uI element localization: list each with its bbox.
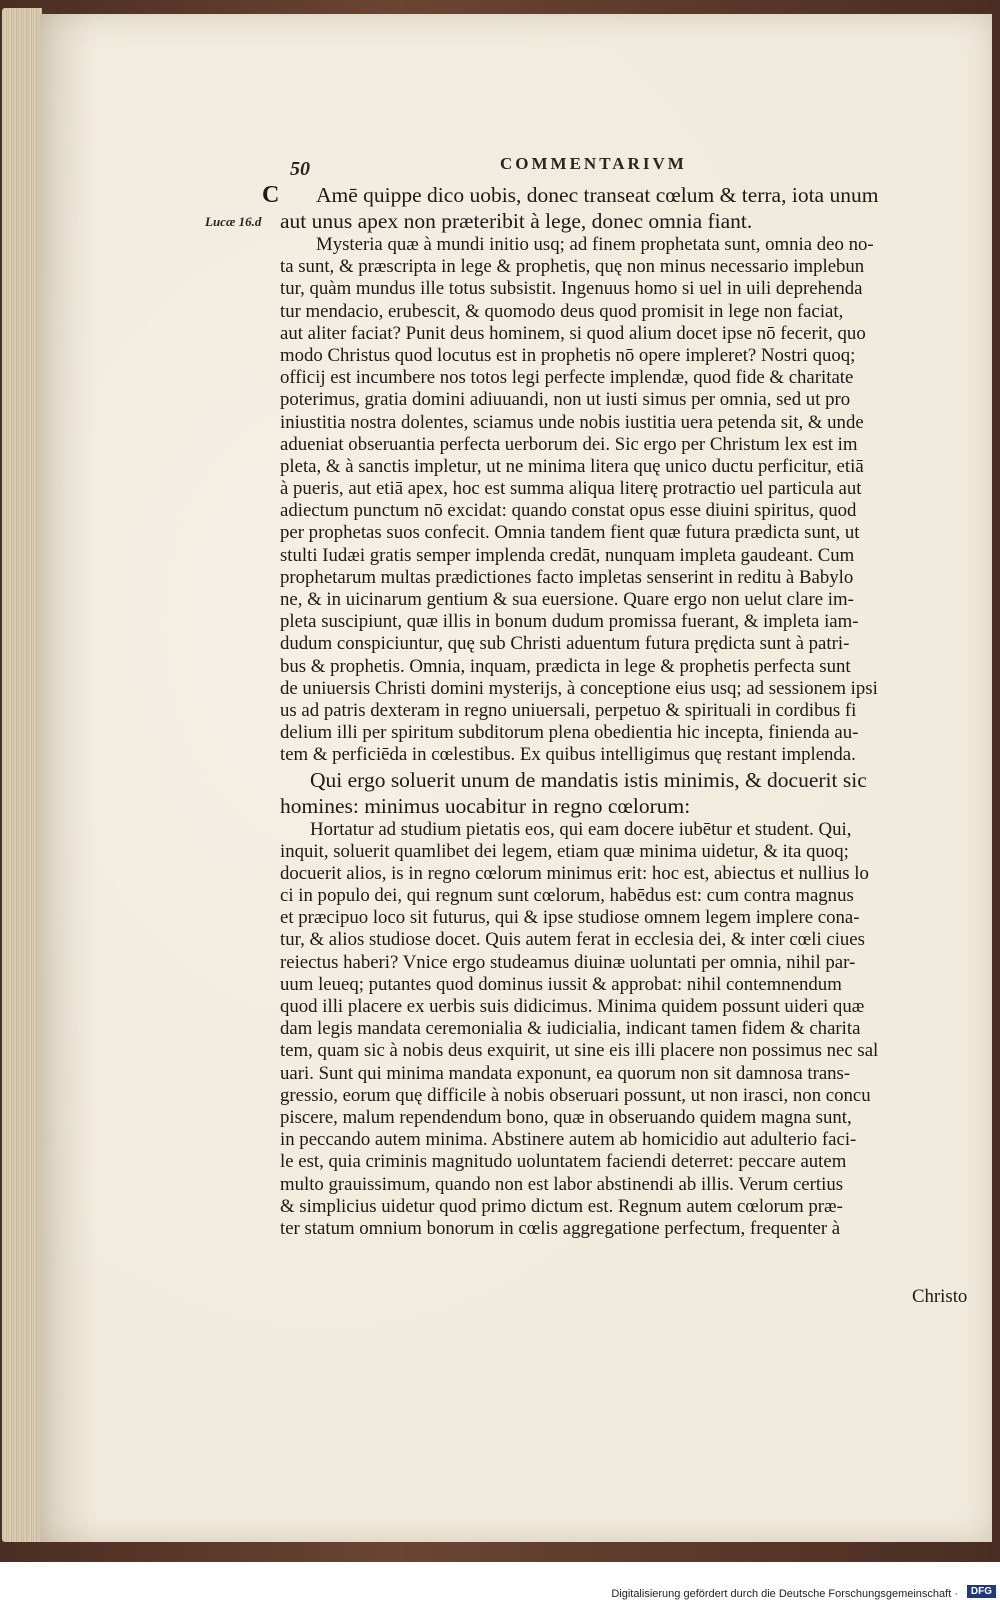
book-page: [40, 14, 992, 1542]
text-line: officij est incumbere nos totos legi perfecte implendæ, quod fide & charitate: [280, 367, 854, 389]
text-line: multo grauissimum, quando non est labor abstinendi ab illis. Verum certius: [280, 1173, 844, 1195]
text-line: iniustitia nostra dolentes, sciamus unde nobis iustitia uera petenda sit, & unde: [280, 411, 864, 433]
text-line: prophetarum multas prædictiones facto impletas senserint in reditu à Babylo: [280, 566, 854, 588]
text-line: de uniuersis Christi domini mysterijs, à conceptione eius usq; ad sessionem ipsi: [280, 677, 878, 699]
text-line: à pueris, aut etiā apex, hoc est summa aliqua literę protractio uel particula aut: [280, 478, 862, 500]
text-line: tur, & alios studiose docet. Quis autem ferat in ecclesia dei, & inter cœli ciues: [280, 929, 865, 951]
lemma-2: [280, 767, 980, 819]
text-line: adiectum punctum nō excidat: quando constat opus esse diuini spiritus, quod: [280, 500, 857, 522]
margin-note: Lucæ 16.d: [205, 214, 262, 229]
text-line: aut aliter faciat? Punit deus hominem, si quod alium docet ipse nō fecerit, quo: [280, 322, 866, 344]
paragraph-2: [280, 819, 980, 1241]
text-line: modo Christus quod locutus est in prophetis nō opere impleret? Nostri quoq;: [280, 344, 856, 366]
text-line: docuerit alios, is in regno cœlorum minimus erit: hoc est, abiectus et nullius lo: [280, 862, 869, 884]
lemma-line: Qui ergo soluerit unum de mandatis istis minimis, & docuerit sic: [310, 767, 867, 792]
text-line: gressio, eorum quę difficile à nobis obseruari possunt, ut non irasci, non concu: [280, 1084, 871, 1106]
text-line: dudum conspiciuntur, quę sub Christi aduentum futura prędicta sunt à patri-: [280, 633, 850, 655]
lemma-1: [280, 182, 980, 234]
text-line: uari. Sunt qui minima mandata exponunt, ea quorum non sit damnosa trans-: [280, 1062, 851, 1084]
text-line: le est, quia criminis magnitudo uoluntatem faciendi deterret: peccare autem: [280, 1151, 847, 1173]
running-head: [40, 142, 992, 180]
footer-credit: Digitalisierung gefördert durch die Deutsche Forschungsgemeinschaft ·: [611, 1588, 958, 1600]
lemma-line: homines: minimus uocabitur in regno cœlorum:: [280, 793, 691, 818]
text-line: ta sunt, & præscripta in lege & prophetis, quę non minus necessario implebun: [280, 256, 865, 278]
text-line: et præcipuo loco sit futurus, qui & ipse studiose omnem legem implere cona-: [280, 907, 860, 929]
text-line: ter statum omnium bonorum in cœlis aggregatione perfectum, frequenter à: [280, 1217, 841, 1239]
text-line: dam legis mandata ceremonialia & iudicialia, indicant tamen fidem & charita: [280, 1018, 861, 1040]
text-line: pleta suscipiunt, quæ illis in bonum dudum promissa fuerant, & impleta iam-: [280, 611, 859, 633]
text-line: pleta, & à sanctis impletur, ut ne minima litera quę unico ductu perficitur, etiā: [280, 455, 864, 477]
text-line: tem & perficiēda in cœlestibus. Ex quibus intelligimus quę restant implenda.: [280, 744, 856, 766]
text-line: inquit, soluerit quamlibet dei legem, etiam quæ minima uidetur, & ita quoq;: [280, 840, 849, 862]
dfg-logo-icon: DFG: [967, 1585, 996, 1598]
text-line: tur, quàm mundus ille totus subsistit. Ingenuus homo si uel in uili deprehenda: [280, 278, 863, 300]
running-head-title: COMMENTARIVM: [500, 154, 687, 173]
text-line: tur mendacio, erubescit, & quomodo deus quod promisit in lege non faciat,: [280, 300, 844, 322]
text-line: adueniat obseruantia perfecta uerborum dei. Sic ergo per Christum lex est im: [280, 433, 858, 455]
text-line: quod illi placere ex uerbis suis didicimus. Minima quidem possunt uideri quæ: [280, 996, 865, 1017]
text-line: Hortatur ad studium pietatis eos, qui eam docere iubētur et student. Qui,: [310, 818, 852, 840]
page-number: 50: [290, 158, 310, 180]
book-page-edges: [2, 8, 42, 1542]
text-line: piscere, malum rependendum bono, quæ in obseruando quidem magna sunt,: [280, 1106, 852, 1128]
text-line: delium illi per spiritum subditorum plena obedientia hic incepta, finienda au-: [280, 722, 859, 744]
text-line: tem, quam sic à nobis deus exquirit, ut sine eis illi placere non possimus nec sal: [280, 1040, 879, 1062]
lemma-line: Amē quippe dico uobis, donec transeat cœlum & terra, iota unum: [316, 183, 879, 207]
text-line: stulti Iudæi gratis semper implenda credāt, nunquam impleta gaudeant. Cum: [280, 544, 855, 566]
catchword: Christo: [912, 1286, 968, 1307]
paragraph-1: [280, 234, 980, 767]
text-line: poterimus, gratia domini adiuuandi, non ut iusti simus per omnia, sed ut pro: [280, 389, 851, 411]
text-line: ne, & in uicinarum gentium & sua euersione. Quare ergo non uelut clare im-: [280, 589, 854, 610]
text-line: in peccando autem minima. Abstinere autem ab homicidio aut adulterio faci-: [280, 1129, 857, 1151]
text-line: reiectus haberi? Vnice ergo studeamus diuinæ uoluntati per omnia, nihil par-: [280, 951, 856, 973]
main-text: [280, 182, 980, 1240]
text-line: bus & prophetis. Omnia, inquam, prædicta in lege & prophetis perfecta sunt: [280, 655, 851, 677]
text-line: uum leueq; putantes quod dominus iussit & approbat: nihil contemnendum: [280, 973, 842, 995]
text-line: Mysteria quæ à mundi initio usq; ad finem prophetata sunt, omnia deo no-: [316, 234, 874, 255]
text-line: ci in populo dei, qui regnum sunt cœlorum, habēdus est: cum contra magnus: [280, 885, 854, 907]
section-letter: C: [262, 182, 280, 208]
text-line: per prophetas suos confecit. Omnia tandem fient quæ futura prædicta sunt, ut: [280, 522, 860, 544]
lemma-line: aut unus apex non præteribit à lege, donec omnia fiant.: [280, 209, 753, 233]
text-line: & simplicius uidetur quod primo dictum est. Regnum autem cœlorum præ-: [280, 1195, 843, 1217]
text-line: us ad patris dexteram in regno uniuersali, perpetuo & spirituali in cordibus fi: [280, 699, 857, 721]
